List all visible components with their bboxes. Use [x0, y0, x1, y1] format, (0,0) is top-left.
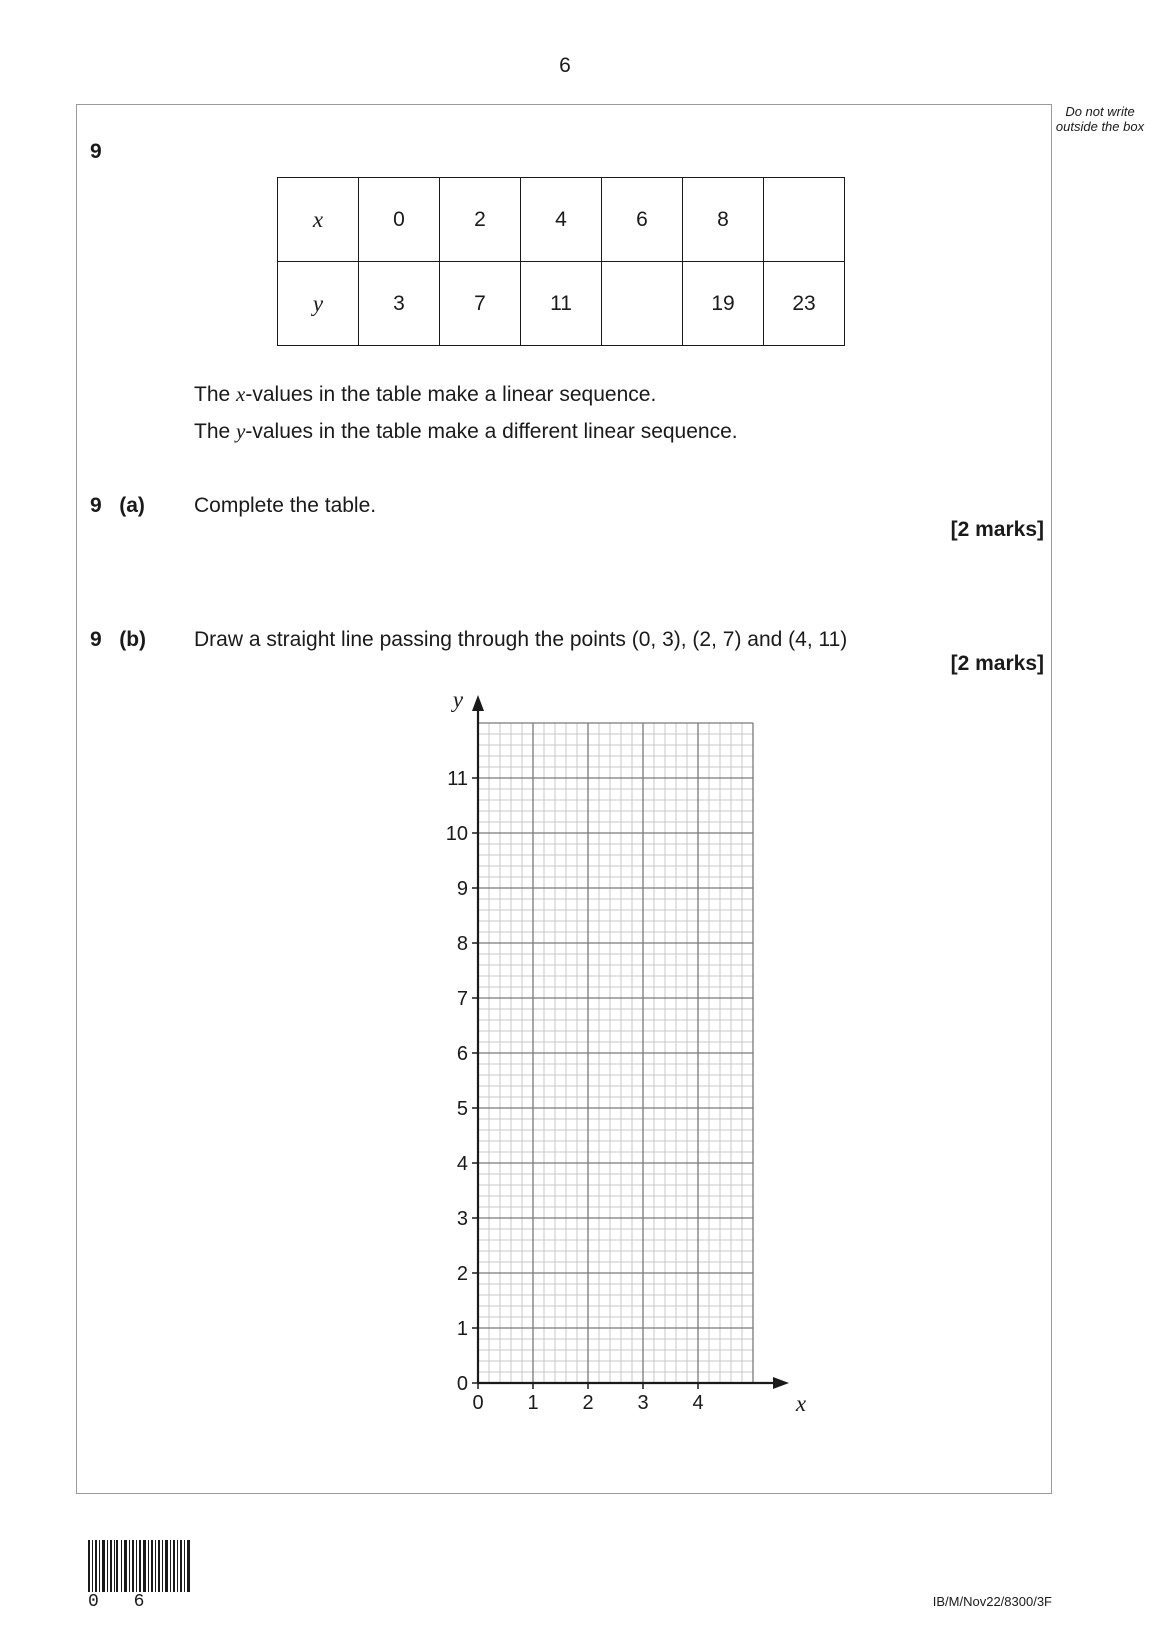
y-axis-arrow [472, 695, 484, 711]
table-cell: 8 [683, 178, 764, 262]
table-cell: 2 [440, 178, 521, 262]
part-a-instruction: Complete the table. [194, 494, 377, 517]
table-cell: 23 [764, 262, 845, 346]
part-label: (b) [119, 628, 147, 651]
y-tick-label: 2 [456, 1263, 468, 1285]
x-tick-label: 3 [637, 1392, 649, 1414]
statement-text: The [194, 383, 237, 406]
y-tick-label: 5 [456, 1098, 468, 1120]
part-number: 9 [90, 494, 102, 517]
part-a-marks: [2 marks] [950, 518, 1044, 541]
row-label-y: y [278, 262, 359, 346]
table-cell: 6 [602, 178, 683, 262]
y-tick-label: 4 [456, 1153, 468, 1175]
table-cell: 4 [521, 178, 602, 262]
part-label: (a) [119, 494, 145, 517]
statement-text: -values in the table make a linear sequence. [245, 383, 657, 406]
part-b-instruction: Draw a straight line passing through the points (0, 3), (2, 7) and (4, 11) [194, 628, 848, 651]
table-cell: 11 [521, 262, 602, 346]
y-tick-label: 9 [456, 878, 468, 900]
x-tick-label: 4 [692, 1392, 704, 1414]
variable-y: y [236, 419, 246, 443]
x-tick-label: 1 [527, 1392, 539, 1414]
table-cell: 0 [359, 178, 440, 262]
paper-reference: IB/M/Nov22/8300/3F [932, 1594, 1052, 1609]
y-tick-label: 8 [456, 933, 468, 955]
statement-text: The [194, 420, 237, 443]
question-number: 9 [90, 140, 102, 163]
table-cell: 7 [440, 262, 521, 346]
table-cell: 3 [359, 262, 440, 346]
x-tick-label: 2 [582, 1392, 594, 1414]
y-tick-label: 11 [447, 768, 468, 790]
y-tick-label: 1 [456, 1318, 468, 1340]
barcode [88, 1540, 192, 1592]
statement-text: -values in the table make a different linear sequence. [245, 420, 738, 443]
part-b-marks: [2 marks] [950, 652, 1044, 675]
x-axis-label: x [795, 1391, 807, 1416]
margin-note: Do not write outside the box [1055, 104, 1145, 134]
table-cell: 19 [683, 262, 764, 346]
y-axis-label: y [452, 687, 464, 712]
y-tick-label: 10 [445, 823, 468, 845]
row-label-x: x [278, 178, 359, 262]
y-tick-label: 7 [456, 988, 468, 1010]
part-number: 9 [90, 628, 102, 651]
y-tick-label: 0 [456, 1373, 468, 1395]
x-tick-label: 0 [472, 1392, 484, 1414]
variable-x: x [236, 382, 246, 406]
page-number: 6 [559, 54, 571, 77]
y-tick-label: 3 [456, 1208, 468, 1230]
barcode-digits: 0 6 [88, 1592, 157, 1612]
x-axis-arrow [773, 1377, 789, 1389]
y-tick-label: 6 [456, 1043, 468, 1065]
